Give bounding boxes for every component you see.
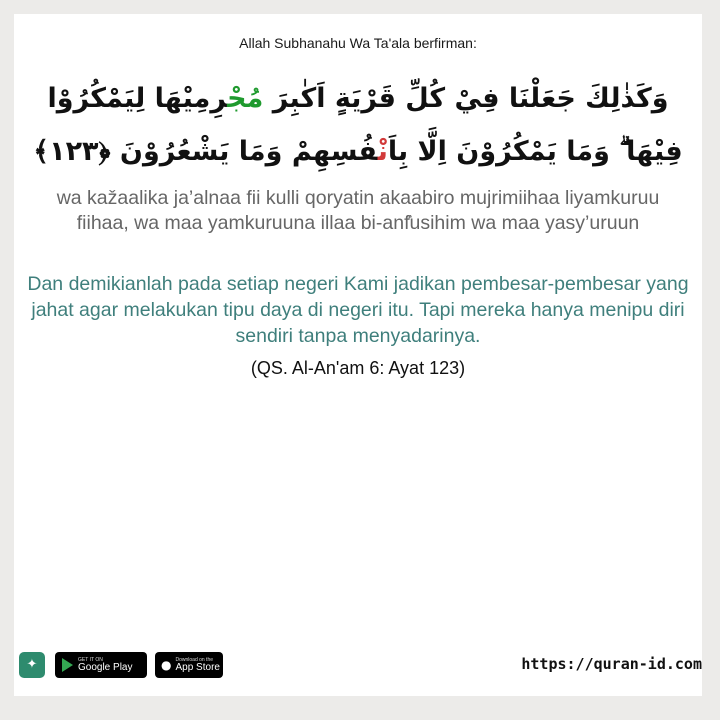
- verse-card: [14, 14, 702, 696]
- google-play-small-text: GET IT ON: [78, 656, 103, 663]
- arabic-tajweed-red: نْ: [377, 136, 388, 167]
- google-play-icon: [62, 658, 73, 672]
- arabic-segment: وَكَذٰلِكَ جَعَلْنَا فِيْ كُلِّ قَرْيَةٍ اَكٰبِرَ: [263, 83, 669, 114]
- intro-text: Allah Subhanahu Wa Ta'ala berfirman:: [239, 35, 477, 51]
- arabic-segment: فُسِهِمْ وَمَا يَشْعُرُوْنَ ﴿١٢٣﴾: [33, 136, 378, 167]
- translation-text: Dan demikianlah pada setiap negeri Kami jadikan pembesar-pembesar yang jahat agar melakukan tipu daya di negeri itu. Tapi mereka hanya menipu diri sendiri tanpa menyadarinya.: [27, 273, 689, 347]
- arabic-segment: رِمِيْهَا لِيَمْكُرُوْا فِيْهَا ۗ وَمَا يَمْكُرُوْنَ اِلَّا بِاَ: [47, 83, 683, 167]
- google-play-badge[interactable]: [55, 652, 147, 678]
- app-store-small-text: Download on the: [175, 656, 214, 663]
- quran-id-logo-icon[interactable]: ✦: [19, 652, 45, 678]
- latin-transliteration: wa kažaalika ja’alnaa fii kulli qoryatin akaabiro mujrimiihaa liyamkuruu fiihaa, wa maa yamkuruuna illaa bi-anۢfusihim wa maa yasy’uruun: [56, 187, 660, 234]
- arabic-verse: [32, 72, 684, 178]
- app-store-badge[interactable]: [155, 652, 223, 678]
- app-store-label: App Store: [175, 661, 220, 673]
- arabic-tajweed-green: مُجْ: [227, 83, 264, 114]
- website-url-link[interactable]: https://quran-id.com: [521, 655, 702, 673]
- google-play-label: Google Play: [78, 661, 133, 673]
- verse-reference: (QS. Al-An'am 6: Ayat 123): [250, 358, 466, 378]
- apple-icon: ●: [161, 658, 172, 672]
